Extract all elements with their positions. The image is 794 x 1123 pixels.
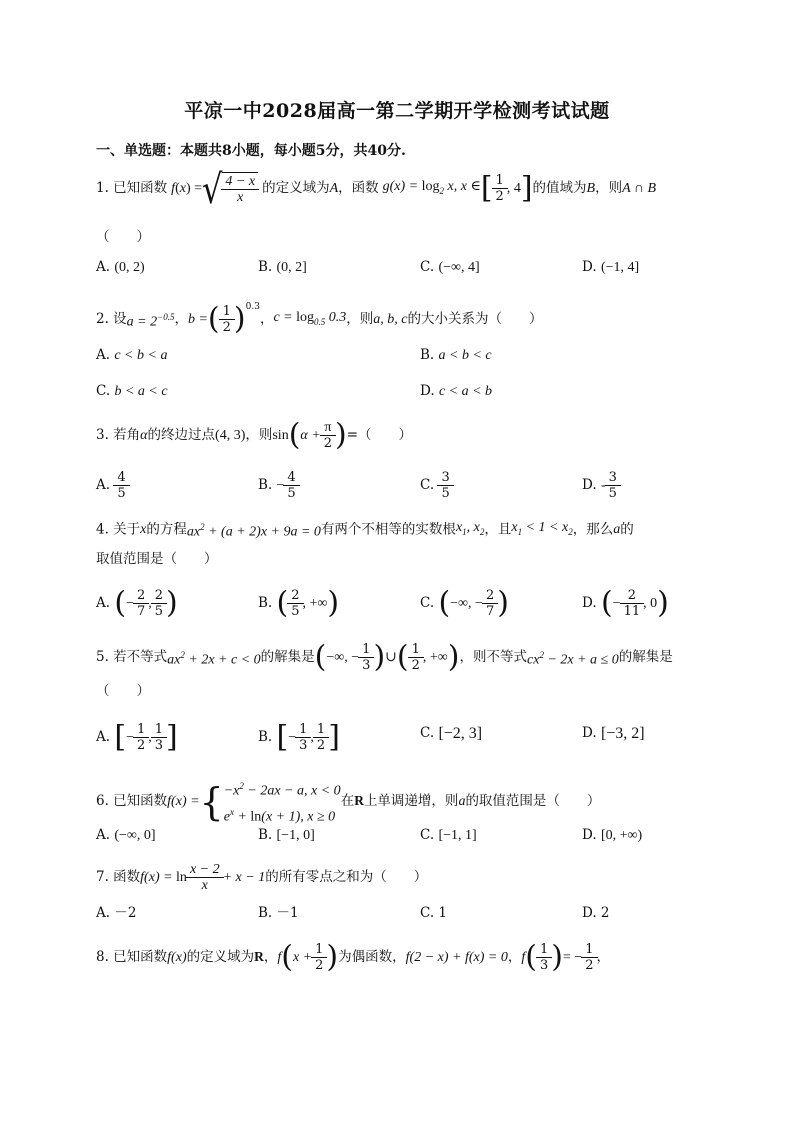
- q8-f-shift: f: [277, 949, 282, 965]
- q1-g-def: $g(x) = \log_2 x$, x ∈: [382, 178, 481, 196]
- question-4: [96, 516, 634, 544]
- q6-text3: 的取值范围是（ ）: [465, 793, 601, 810]
- q7-f: f(x) = ln: [140, 869, 187, 885]
- q6-a: a: [458, 793, 466, 809]
- q7-option-b[interactable]: B. －1: [258, 905, 299, 921]
- q2-text-end2: 的大小关系为（ ）: [407, 311, 543, 327]
- q1-paren: （ ）: [96, 229, 150, 245]
- question-1: 1. 已知函数 f(x) = √ $\frac{4 - x}{x}$ 的定义域为A，函数 $g(x) = \log_2 x$, x ∈[ $\frac{1}{2}$ , 4]的值域为B，则A ∩ B: [96, 164, 657, 213]
- q6-option-a[interactable]: A. (−∞, 0]: [96, 827, 156, 843]
- q3-sin: sin: [272, 427, 289, 443]
- q4-a: a: [613, 521, 621, 537]
- q6-r: R: [354, 793, 364, 809]
- q4-text2: 有两个不相等的实数根: [320, 521, 456, 538]
- q4-option-c[interactable]: C. (−∞, − $\frac{2}{7}$ ): [420, 585, 509, 621]
- q6-text1: 在: [340, 793, 355, 810]
- q5-ineq2: $cx^2 - 2x + a \le 0$: [527, 649, 619, 668]
- q1-set-a: A: [329, 180, 339, 196]
- q2-a-def: $a = 2^{-0.5}$: [126, 311, 175, 330]
- question-6: [96, 776, 600, 827]
- q4-option-a[interactable]: A. (− $\frac{2}{7}$ , $\frac{2}{5}$ ): [96, 585, 178, 621]
- q1-option-d[interactable]: D. (−1, 4]: [582, 259, 640, 275]
- q8-text3: ，: [596, 949, 611, 965]
- q6-f: f(x) =: [167, 793, 200, 809]
- question-3: 3. 若角α的终边过点(4, 3)，则sin(α + $\frac{\pi}{2}$ )=（ ）: [96, 417, 413, 453]
- q8-f: f(x): [167, 949, 187, 965]
- q1-sqrt: √ $\frac{4 - x}{x}$: [202, 172, 258, 205]
- q2-option-a[interactable]: A. c < b < a: [96, 347, 168, 363]
- question-8: 8. 已知函数f(x)的定义域为R，f(x + $\frac{1}{2}$ )为偶函数，f(2 − x) + f(x) = 0，f( $\frac{1}{3}$ )= − $\frac{1}{2}$ ，: [96, 939, 611, 975]
- q3-alpha: α: [140, 427, 148, 443]
- q1-f-x: x: [179, 180, 186, 196]
- q7-option-a[interactable]: A. －2: [96, 905, 137, 921]
- q1-text2: ，函数: [338, 180, 379, 196]
- q1-num: 1. 已知函数: [96, 180, 168, 196]
- q4-text3: ，且: [484, 521, 512, 538]
- q5-paren: （ ）: [96, 683, 150, 699]
- q8-num: 8. 已知函数: [96, 949, 168, 965]
- q8-f-third: f: [521, 949, 526, 965]
- q3-text1: 的终边过点: [147, 427, 216, 443]
- q2-vars: a, b, c: [373, 311, 408, 327]
- q5-text1: 的解集是: [260, 649, 315, 665]
- q6-piecewise: { $-x^2 - 2ax - a$, x < 0 $e^x + \ln(x + 1)$, x ≥ 0: [199, 779, 341, 825]
- q1-option-c[interactable]: C. (−∞, 4]: [420, 259, 480, 275]
- q1-text4: ，则: [595, 180, 623, 196]
- q5-option-c[interactable]: C. [−2, 3]: [420, 724, 483, 742]
- q7-option-d[interactable]: D. 2: [582, 905, 610, 921]
- q1-a-cap-b: A ∩ B: [622, 180, 657, 196]
- question-2: 2. 设$a = 2^{-0.5}$，b =( $\frac{1}{2}$ )$^{0.3}$，$c = \log_{0.5} 0.3$，则a, b, c的大小关系为（ ）: [96, 301, 543, 337]
- section-heading: 一、单选题：本题共8小题，每小题5分，共40分.: [96, 143, 406, 159]
- q3-option-b[interactable]: B. − $\frac{4}{5}$: [258, 470, 299, 501]
- question-5: 5. 若不等式$ax^2 + 2x + c < 0$的解集是(−∞, − $\frac{1}{3}$ )∪( $\frac{1}{2}$ , +∞)，则不等式$cx^2 - 2x + a \le 0$的解集是: [96, 639, 673, 675]
- q3-option-c[interactable]: C. $\frac{3}{5}$: [420, 470, 453, 501]
- q4-text1: 的方程: [146, 521, 187, 538]
- q5-num: 5. 若不等式: [96, 649, 168, 665]
- q1-option-b[interactable]: B. (0, 2]: [258, 259, 307, 275]
- q3-option-a[interactable]: A. $\frac{4}{5}$: [96, 470, 129, 501]
- q1-f-def: f: [171, 180, 176, 196]
- q4-num: 4. 关于: [96, 521, 141, 538]
- q4-roots: $x_1$, $x_2$: [455, 519, 485, 537]
- q5-option-d[interactable]: D. [−3, 2]: [582, 724, 645, 742]
- q8-text2: 为偶函数，: [338, 949, 406, 965]
- q8-r: R: [254, 949, 264, 964]
- q2-option-b[interactable]: B. a < b < c: [420, 347, 492, 363]
- q5-option-a[interactable]: A. [− $\frac{1}{2}$ , $\frac{1}{3}$ ]: [96, 719, 178, 755]
- q7-option-c[interactable]: C. 1: [420, 905, 448, 921]
- q6-option-c[interactable]: C. [−1, 1]: [420, 827, 477, 843]
- q3-option-d[interactable]: D. - $\frac{3}{5}$: [582, 470, 620, 501]
- q1-f-eq: ) =: [185, 180, 203, 196]
- q1-option-a[interactable]: A. (0, 2): [96, 259, 145, 275]
- q2-b-def: b =: [187, 311, 208, 327]
- question-7: 7. 函数f(x) = ln $\frac{x - 2}{x}$ + x − 1的所有零点之和为（ ）: [96, 862, 428, 893]
- q2-option-c[interactable]: C. b < a < c: [96, 383, 168, 399]
- q1-half: $\frac{1}{2}$: [494, 173, 506, 204]
- page-title: 平凉一中2028届高一第二学期开学检测考试试题: [184, 100, 610, 122]
- q1-f-paren: (: [175, 180, 180, 196]
- q6-num: 6. 已知函数: [96, 793, 168, 810]
- q5-option-b[interactable]: B. [− $\frac{1}{3}$ , $\frac{1}{2}$ ]: [258, 719, 340, 755]
- q3-text2: ，则: [245, 427, 273, 443]
- q4-text5: 的: [620, 521, 634, 538]
- q1-set-b: B: [586, 180, 596, 196]
- q6-option-d[interactable]: D. [0, +∞): [582, 827, 643, 843]
- q3-num: 3. 若角: [96, 427, 141, 443]
- q5-text2: ，则不等式: [459, 649, 528, 665]
- q1-text3: 的值域为: [532, 180, 587, 196]
- q4-cond: $x_1 < 1 < x_2$: [511, 519, 573, 537]
- q7-num: 7. 函数: [96, 869, 141, 885]
- q2-option-d[interactable]: D. c < a < b: [420, 383, 493, 399]
- q4-line2: 取值范围是（ ）: [96, 551, 218, 567]
- q5-ineq1: $ax^2 + 2x + c < 0$: [167, 649, 261, 668]
- q4-option-d[interactable]: D. (− $\frac{2}{11}$ , 0): [582, 585, 669, 621]
- q3-text3: =（ ）: [346, 427, 413, 443]
- q4-option-b[interactable]: B. ( $\frac{2}{5}$ , +∞): [258, 585, 340, 621]
- q1-text1: 的定义域为: [262, 180, 330, 196]
- q8-text1: 的定义域为: [186, 949, 255, 965]
- q6-text2: 上单调递增，则: [363, 793, 459, 810]
- q2-num: 2. 设: [96, 311, 127, 327]
- q2-text-end: ，则: [346, 311, 374, 327]
- q4-x: x: [140, 521, 147, 537]
- q5-text3: 的解集是: [618, 649, 673, 665]
- q3-point: (4, 3): [215, 427, 246, 443]
- q8-relation: f(2 − x) + f(x) = 0: [405, 949, 508, 965]
- q2-c-def: $c = \log_{0.5} 0.3$: [273, 309, 347, 327]
- q4-text4: ，那么: [572, 521, 614, 538]
- q7-text1: 的所有零点之和为（ ）: [265, 869, 428, 885]
- q4-equation: $ax^2 + (a + 2)x + 9a = 0$: [186, 522, 321, 540]
- q6-option-b[interactable]: B. [−1, 0]: [258, 827, 315, 843]
